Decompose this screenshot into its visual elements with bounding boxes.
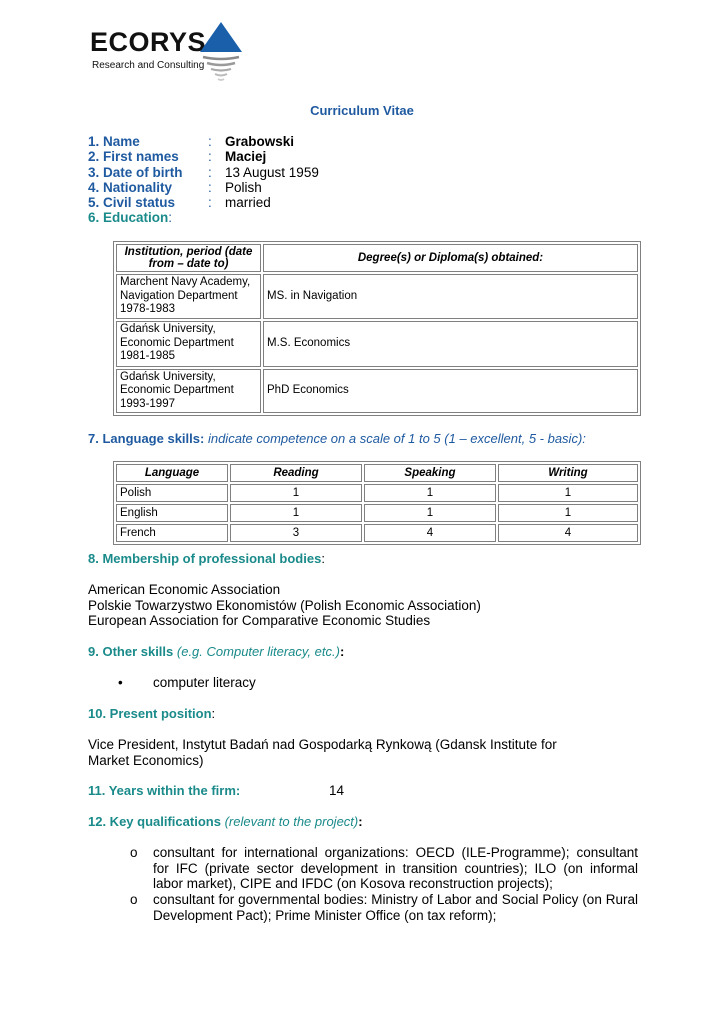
nationality-label: 4. Nationality [88, 179, 173, 195]
company-logo [90, 22, 250, 86]
table-row [116, 484, 638, 502]
list-item: Polskie Towarzystwo Ekonomistów (Polish Economic Association) [88, 597, 481, 613]
education-institution-cell [116, 369, 261, 414]
years-heading: 11. Years within the firm: [88, 783, 241, 798]
language-name-cell: French [116, 524, 228, 542]
key-qualifications-heading: 12. Key qualifications (relevant to the project): [88, 814, 363, 829]
other-skills-item [118, 675, 256, 690]
reading-cell: 1 [230, 504, 362, 522]
writing-cell: 1 [498, 504, 638, 522]
institution-period: 1978-1983 [120, 303, 175, 315]
present-position-heading: 10. Present position: [88, 706, 216, 721]
personal-row-nationality: 4. Nationality : Polish [88, 179, 262, 195]
other-skills-hint: (e.g. Computer literacy, etc.) [176, 644, 340, 659]
qualification-text: consultant for governmental bodies: Ministry of Labor and Social Policy (on Rural Development Pact); Prime Minister Office (on tax reform); [153, 892, 638, 923]
education-degree-cell: M.S. Economics [263, 321, 638, 367]
bullet-icon: • [118, 675, 123, 690]
civil-status-value: married [225, 195, 271, 211]
personal-details [88, 134, 319, 226]
circle-bullet-icon: o [130, 845, 138, 860]
name-value: Grabowski [225, 134, 295, 149]
language-col-speaking: Speaking [364, 464, 496, 482]
education-degree-cell: MS. in Navigation [263, 274, 638, 319]
present-position-title: 10. Present position [88, 706, 212, 721]
language-table [113, 461, 641, 545]
language-name-cell: Polish [116, 484, 228, 502]
language-name-cell: English [116, 504, 228, 522]
key-qualifications-list [130, 845, 638, 924]
present-position-text: Vice President, Instytut Badań nad Gospodarką Rynkową (Gdansk Institute for Market Economics) [88, 737, 557, 768]
document-title: Curriculum Vitae [310, 103, 414, 118]
speaking-cell: 1 [364, 504, 496, 522]
list-item [130, 845, 638, 892]
institution-name: Marchent Navy Academy, Navigation Department [120, 276, 251, 302]
language-col-language: Language [116, 464, 228, 482]
education-degree-cell: PhD Economics [263, 369, 638, 414]
language-col-writing: Writing [498, 464, 638, 482]
list-item: American Economic Association [88, 582, 281, 597]
first-names-value: Maciej [225, 149, 267, 165]
qualification-text: consultant for international organizations: OECD (ILE-Programme); consultant for IFC (private sector development in transition countries); ILO (on informal labor market), CIPE and IFDC (on Kosova reconstruction projects); [153, 845, 638, 892]
table-row [116, 369, 638, 414]
other-skills-heading: 9. Other skills (e.g. Computer literacy, etc.): [88, 644, 345, 659]
first-names-label: 2. First names [88, 149, 179, 165]
list-item [130, 892, 638, 923]
education-heading-row: 6. Education: [88, 210, 173, 226]
list-item: computer literacy [153, 675, 256, 690]
dob-value: 13 August 1959 [225, 164, 319, 180]
key-qualifications-hint: (relevant to the project) [224, 814, 359, 829]
name-label: 1. Name [88, 134, 140, 149]
circle-bullet-icon: o [130, 892, 138, 908]
personal-row-dob: 3. Date of birth : 13 August 1959 [88, 164, 319, 180]
language-skills-title: 7. Language skills: [88, 431, 205, 446]
table-row [116, 504, 638, 522]
membership-list [88, 582, 481, 629]
years-value: 14 [329, 783, 345, 798]
education-institution-cell [116, 274, 261, 319]
institution-period: 1981-1985 [120, 350, 175, 363]
table-row [116, 321, 638, 367]
logo-triangle-icon [200, 22, 242, 84]
table-header-row [116, 464, 638, 482]
other-skills-title: 9. Other skills [88, 644, 174, 659]
list-item: European Association for Comparative Economic Studies [88, 613, 431, 628]
table-row [116, 274, 638, 319]
personal-row-civil-status: 5. Civil status : married [88, 195, 271, 211]
personal-row-name: 1. Name : Grabowski [88, 134, 295, 149]
logo-wordmark: ECORYS [90, 27, 207, 57]
language-col-reading: Reading [230, 464, 362, 482]
table-header-row [116, 244, 638, 272]
institution-name: Gdańsk University, Economic Department [120, 323, 234, 349]
reading-cell: 1 [230, 484, 362, 502]
writing-cell: 4 [498, 524, 638, 542]
institution-name: Gdańsk University, Economic Department [120, 370, 234, 396]
writing-cell: 1 [498, 484, 638, 502]
education-table [113, 241, 641, 416]
education-heading: 6. Education [88, 210, 169, 226]
key-qualifications-title: 12. Key qualifications [88, 814, 221, 829]
table-row [116, 524, 638, 542]
reading-cell: 3 [230, 524, 362, 542]
speaking-cell: 4 [364, 524, 496, 542]
institution-period: 1993-1997 [120, 397, 175, 410]
membership-title: 8. Membership of professional bodies [88, 551, 322, 566]
education-institution-cell [116, 321, 261, 367]
education-col-institution: Institution, period (date from – date to) [116, 244, 261, 272]
logo-tagline: Research and Consulting [92, 60, 205, 71]
speaking-cell: 1 [364, 484, 496, 502]
membership-heading: 8. Membership of professional bodies: [88, 551, 325, 566]
dob-label: 3. Date of birth [88, 164, 183, 180]
personal-row-first-names: 2. First names : Maciej [88, 149, 267, 165]
language-skills-hint: indicate competence on a scale of 1 to 5 (1 – excellent, 5 - basic): [207, 431, 586, 446]
nationality-value: Polish [225, 179, 262, 195]
education-col-degree: Degree(s) or Diploma(s) obtained: [263, 244, 638, 272]
language-skills-heading [88, 431, 586, 446]
civil-status-label: 5. Civil status [88, 195, 176, 211]
